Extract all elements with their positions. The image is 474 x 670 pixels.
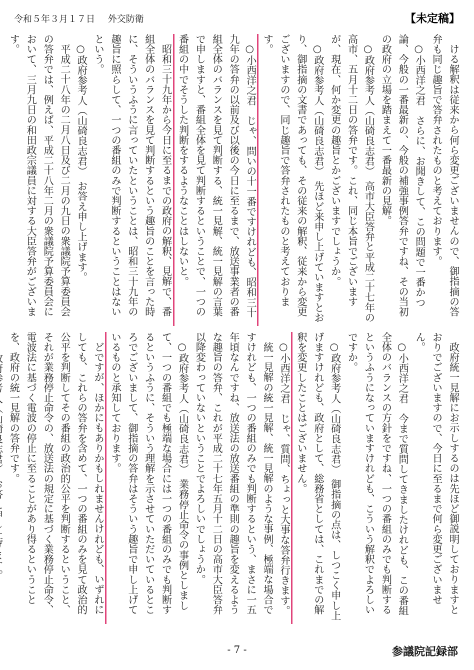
paragraph: ○政府参考人（山碕良志君） 高市大臣答弁と平成二十七年の高市、五月十二日の答弁です。これ、同じ本旨でございますが、現在、何か変更の趣旨とかございますでしょうか。 (328, 34, 374, 323)
upper-text-band (7, 34, 460, 326)
paragraph: ○小西洋之君 今まで質問してきましたけれども、この番組全体のバランスの方針をですね、一つの番組のみでも判断するというふうになっていますけれども、こういう解釈でよろしいですか。 (345, 332, 408, 616)
transcript-page (7, 34, 460, 624)
lower-text-band (7, 332, 460, 624)
paragraph: ○政府参考人（山碕良志君） 業務停止命令の事例としまして、一つの番組でも極端な場合には一つの番組のみでも判断するというふうに、そういう理解を示させていただいているところでございまして、御指摘の答弁はそういう趣旨で申し上げているものと承知しております。 (108, 332, 188, 615)
highlighted-paragraph: どですが、ほかにもありかもしれませんけれども、いずれにしても、これらの答弁を含めて、一つの番組のみを見て政治的公平を判断してその番組の政治的公平を判断するということ、それが業務停止命令の、放送法の規定に基づく業務停止命令、電波法に基づく電波の停止に至ることがあり得るということを、政府の統一見解の答弁です。 (4, 332, 105, 624)
header-meta (14, 12, 154, 25)
paragraph: ○小西洋之君 さらに、お聞きして、この問題で一番かつ論、今般の一番最新の、今般の補強事例答弁ですね、その当初の政府の立場を踏まえて一番最新の見解。 (379, 34, 425, 317)
paragraph: ○政府参考人（山碕良志君） 先ほど来申し上げていますとおり、御指摘の文書であっても、その従来の解釈、従来から変更ございますので、同じ趣旨で答弁されたものと考えております。 (261, 34, 323, 323)
page-header (14, 10, 460, 28)
paragraph: ける解釈は従来から何ら変更ございませんので、御指摘の答弁も同じ趣旨で答弁されたものと考えております。 (430, 34, 458, 317)
highlighted-paragraph: ○小西洋之君 じゃ、問いの十一番ですけれども、昭和三十九年の答弁の以前及び以後の今日に至るまで、放送事業者の番組全体のバランスを見て判断する、統一見解、統一見解の言葉で申しますと、番組全体を見て判断するということで、一つの番組の中でそうした判断をするようなことはしないと。 (173, 34, 258, 326)
draft-stamp: 【未定稿】 (405, 12, 460, 25)
page-number: - 7 - (227, 645, 247, 656)
paragraph: 政府統一見解にお示しするのは先ほど御説明しておりますとおりでございますので、今日に至るまで何ら変更ございません。 (413, 332, 458, 615)
session-date: 令和５年３月１７日 (14, 15, 96, 25)
paragraph: ○政府参考人（山碕良志君） お答え申し上げます。 (75, 44, 87, 283)
committee-name: 外交防衛 (107, 15, 144, 25)
paragraph: 統一見解の統一見解、統一見解のような事例、極端な場合ですけれども、一つの番組のみでも判断するという、まさに一五年頃なんですね、放送法の放送番組の準則の趣旨を変えるような趣旨の答弁、これが平成二十七年五月十二日の高市大臣答弁以降変わっていないということでよろしいでしょうか。 (193, 332, 273, 615)
highlighted-paragraph: 昭和三十九年から今日に至るまでの政府の解釈、見解で、番組全体のバランスを見て判断するという趣旨のことを言った時に、そういうふうに言っていたということは、昭和三十九年の趣旨に照らして、一つの番組のみで判断するということはないという。 (88, 34, 173, 326)
paragraph: 平成二十八年の二月八日及び二月の九日の衆議院予算委員会の答弁では、例えば、平成二十八年二月の衆議院予算委員会において、三月九日の和田政宗議員に対する大臣答弁がございます。 (7, 34, 70, 317)
paragraph (0, 332, 4, 624)
organization-name: 参議院記録部 (392, 645, 458, 658)
highlighted-paragraph: ○小西洋之君 じゃ、質問、ちょっと大事な答弁行きます。 (274, 332, 291, 624)
paragraph: ○政府参考人（山碕良志君） 御指摘の点は、しつこく申し上げますけれども、政府として、総務省としては、これまでの解釈を変更したことはございません。 (294, 332, 340, 621)
